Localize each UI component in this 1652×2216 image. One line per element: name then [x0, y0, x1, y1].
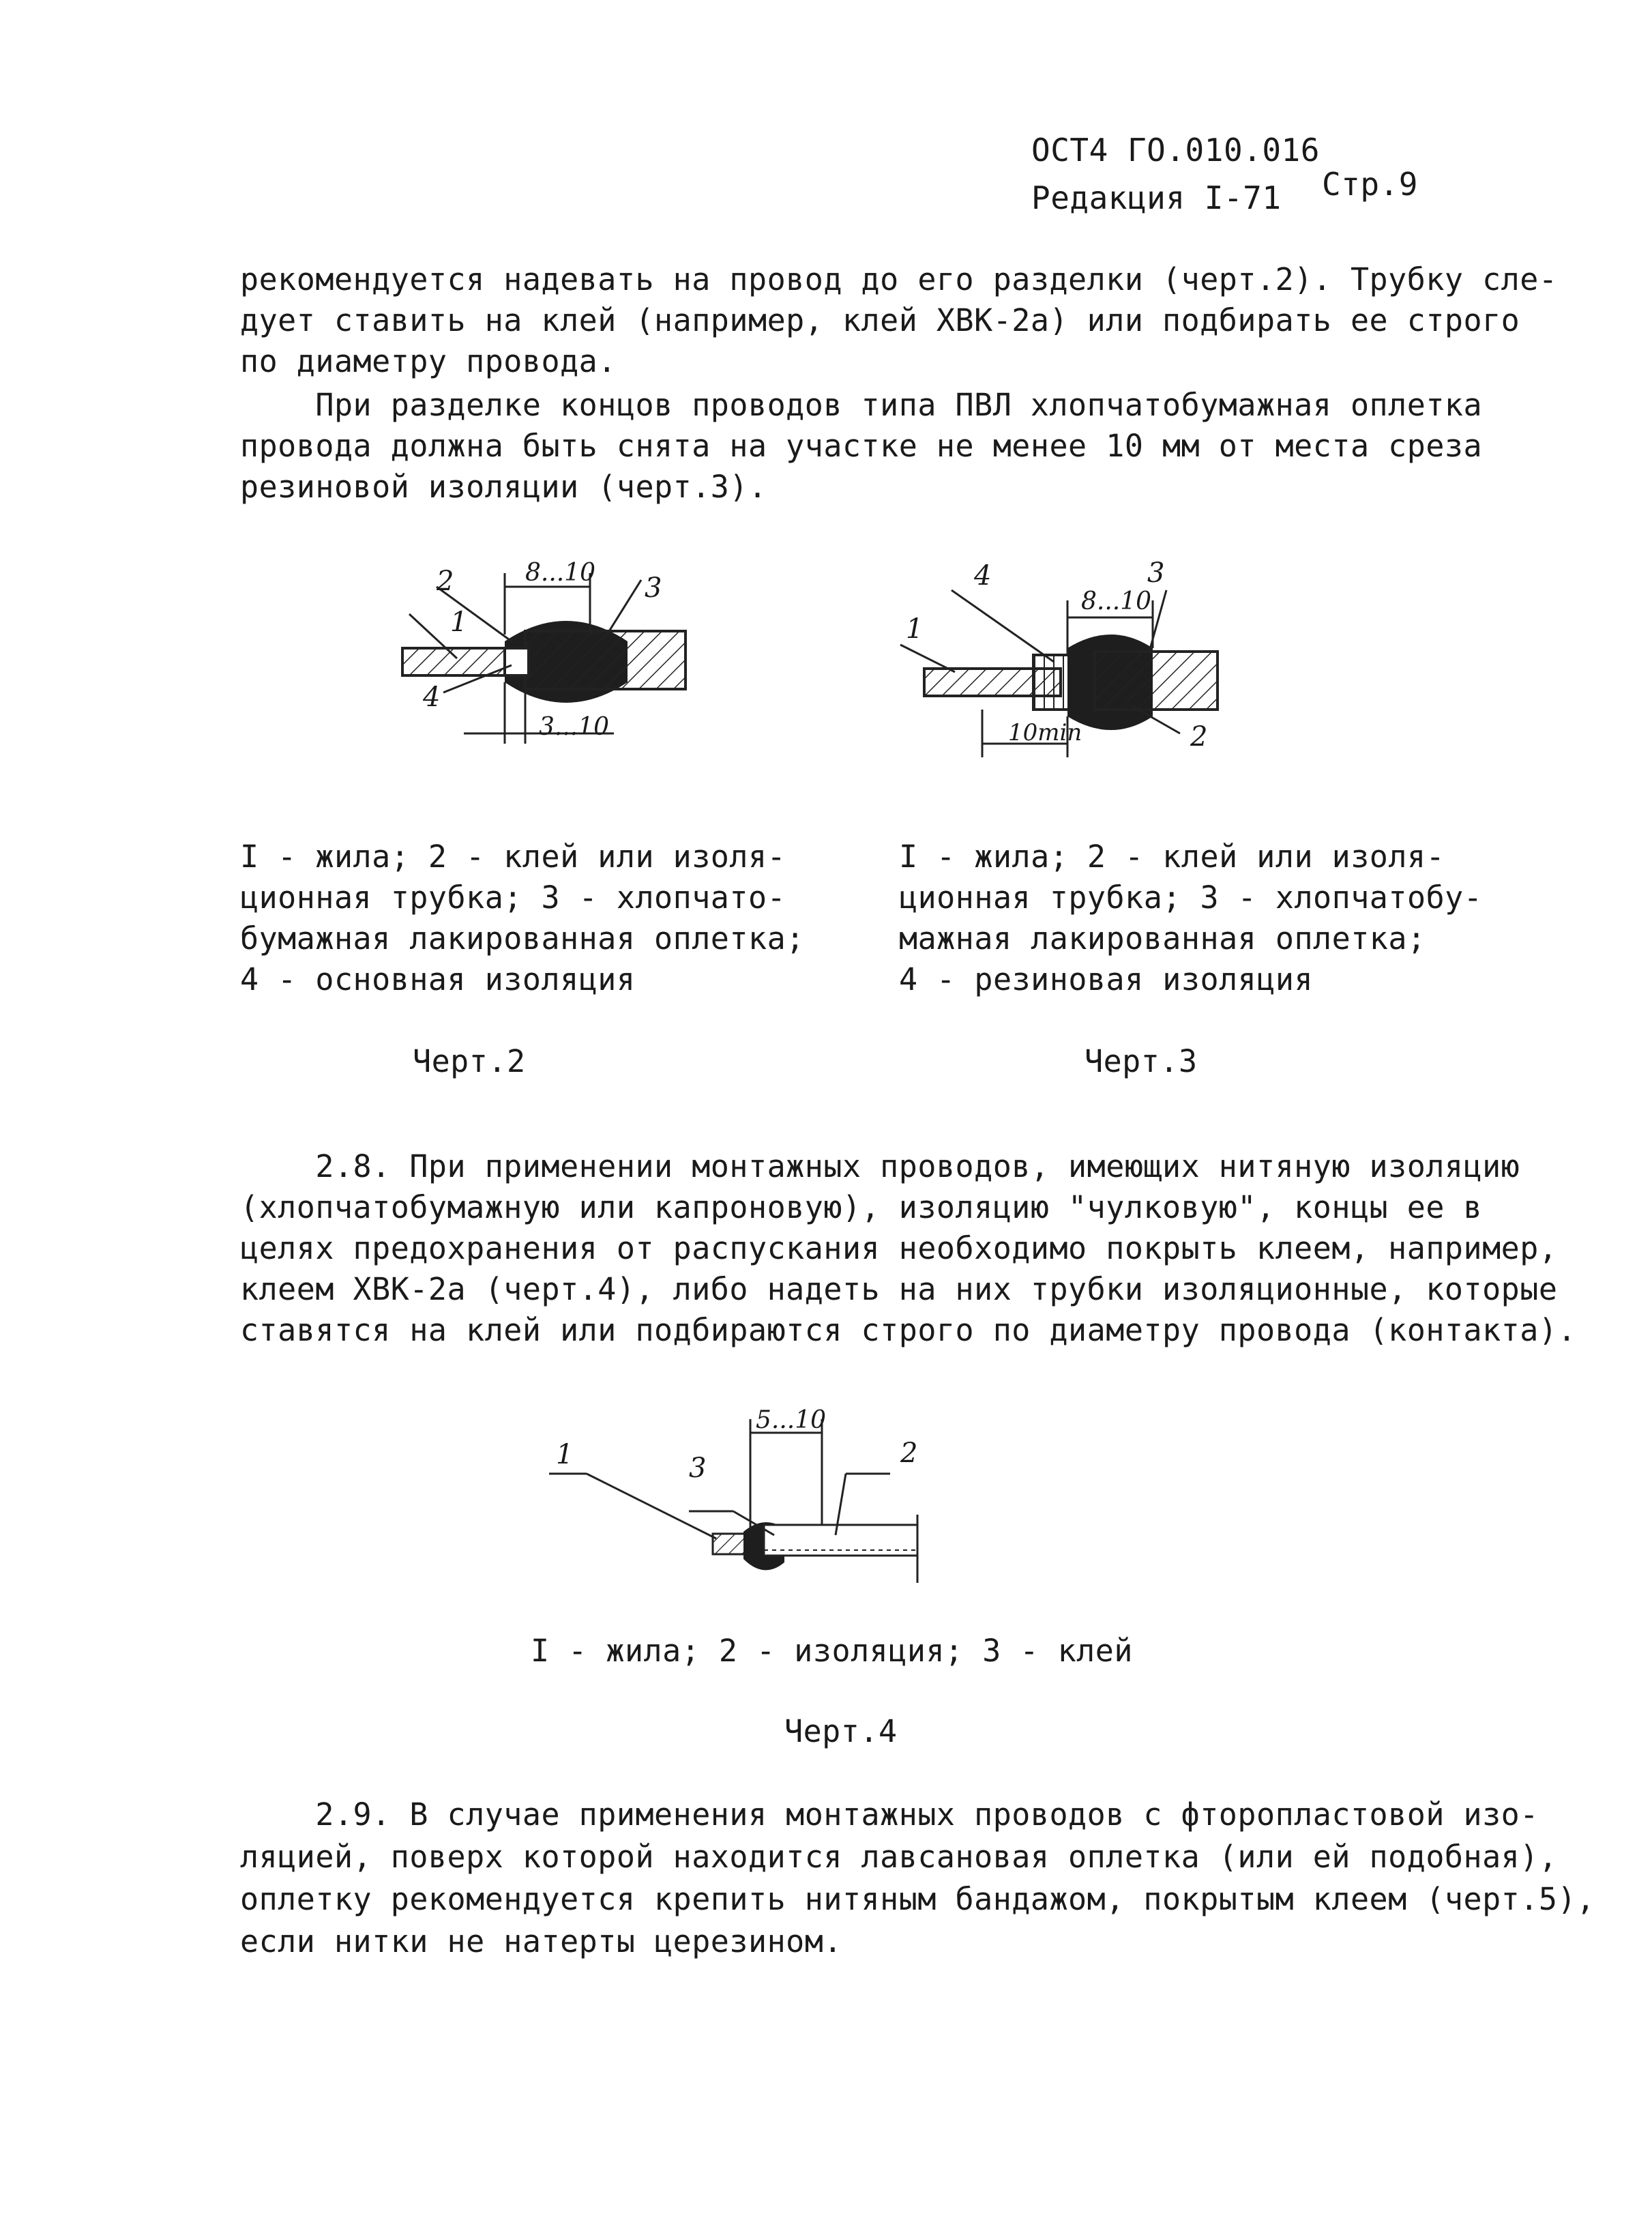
insulation-shape [525, 631, 685, 689]
document-code: ОСТ4 ГО.010.016 [1031, 132, 1320, 169]
legend-line: I - жила; 2 - клей или изоля- [240, 839, 786, 875]
text-line: резиновой изоляции (черт.3). [240, 469, 767, 505]
legend-line: ционная трубка; 3 - хлопчато- [240, 879, 786, 916]
figure-2-caption: Черт.2 [413, 1043, 526, 1079]
fig4-label-2: 2 [900, 1438, 918, 1469]
fig3-dim-top: 8...10 [1081, 587, 1152, 615]
legend-line: 4 - основная изоляция [240, 961, 636, 997]
fig2-dim-bottom: 3...10 [539, 713, 610, 741]
fig4-label-1: 1 [556, 1439, 574, 1470]
text-line: рекомендуется надевать на провод до его разделки (черт.2). Трубку сле- [240, 261, 1558, 297]
fig4-label-3: 3 [689, 1453, 707, 1484]
text-line: целях предохранения от распускания необходимо покрыть клеем, например, [240, 1230, 1558, 1266]
fig2-dim-top: 8...10 [525, 559, 596, 587]
text-line: При разделке концов проводов типа ПВЛ хлопчатобумажная оплетка [240, 387, 1483, 423]
braid-shape [1095, 652, 1218, 710]
text-line: клеем ХВК-2а (черт.4), либо надеть на них трубки изоляционные, которые [240, 1271, 1558, 1307]
legend-line: бумажная лакированная оплетка; [240, 920, 805, 957]
page-number: Стр.9 [1322, 166, 1418, 203]
edition-label: Редакция I-71 [1031, 179, 1282, 216]
text-line: ставятся на клей или подбираются строго по диаметру провода (контакта). [240, 1312, 1577, 1348]
text-line: оплетку рекомендуется крепить нитяным бандажом, покрытым клеем (черт.5), [240, 1881, 1595, 1917]
legend-line: I - жила; 2 - клей или изоля- [899, 839, 1445, 875]
fig2-label-1: 1 [450, 607, 468, 638]
fig2-label-4: 4 [423, 682, 441, 713]
text-line: 2.8. При применении монтажных проводов, имеющих нитяную изоляцию [240, 1148, 1520, 1184]
fig3-label-3: 3 [1147, 557, 1165, 589]
figure-4-drawing [546, 1399, 955, 1597]
legend-line: 4 - резиновая изоляция [899, 961, 1314, 997]
figure-4-caption: Черт.4 [784, 1713, 898, 1749]
text-line: провода должна быть снята на участке не менее 10 мм от места среза [240, 428, 1483, 464]
text-line: 2.9. В случае применения монтажных проводов с фторопластовой изо- [240, 1796, 1539, 1833]
fig2-label-2: 2 [437, 566, 454, 597]
text-line: (хлопчатобумажную или капроновую), изоляцию "чулковую", концы ее в [240, 1189, 1483, 1225]
fig3-label-1: 1 [906, 613, 924, 645]
fig3-label-2: 2 [1190, 721, 1208, 753]
fig3-label-4: 4 [974, 560, 992, 592]
figure-4-legend: I - жила; 2 - изоляция; 3 - клей [531, 1633, 1133, 1669]
text-line: если нитки не натерты церезином. [240, 1923, 842, 1959]
text-line: ляцией, поверх которой находится лавсановая оплетка (или ей подобная), [240, 1839, 1558, 1875]
legend-line: ционная трубка; 3 - хлопчатобу- [899, 879, 1483, 916]
legend-line: мажная лакированная оплетка; [899, 920, 1426, 957]
text-line: дует ставить на клей (например, клей ХВК-2а) или подбирать ее строго [240, 302, 1520, 338]
fig4-dim-top: 5...10 [756, 1406, 827, 1434]
figure-3-caption: Черт.3 [1085, 1043, 1198, 1079]
fig3-dim-bottom: 10min [1008, 719, 1082, 746]
text-line: по диаметру провода. [240, 343, 617, 379]
fig2-label-3: 3 [645, 572, 662, 604]
insulation-shape [764, 1525, 917, 1556]
